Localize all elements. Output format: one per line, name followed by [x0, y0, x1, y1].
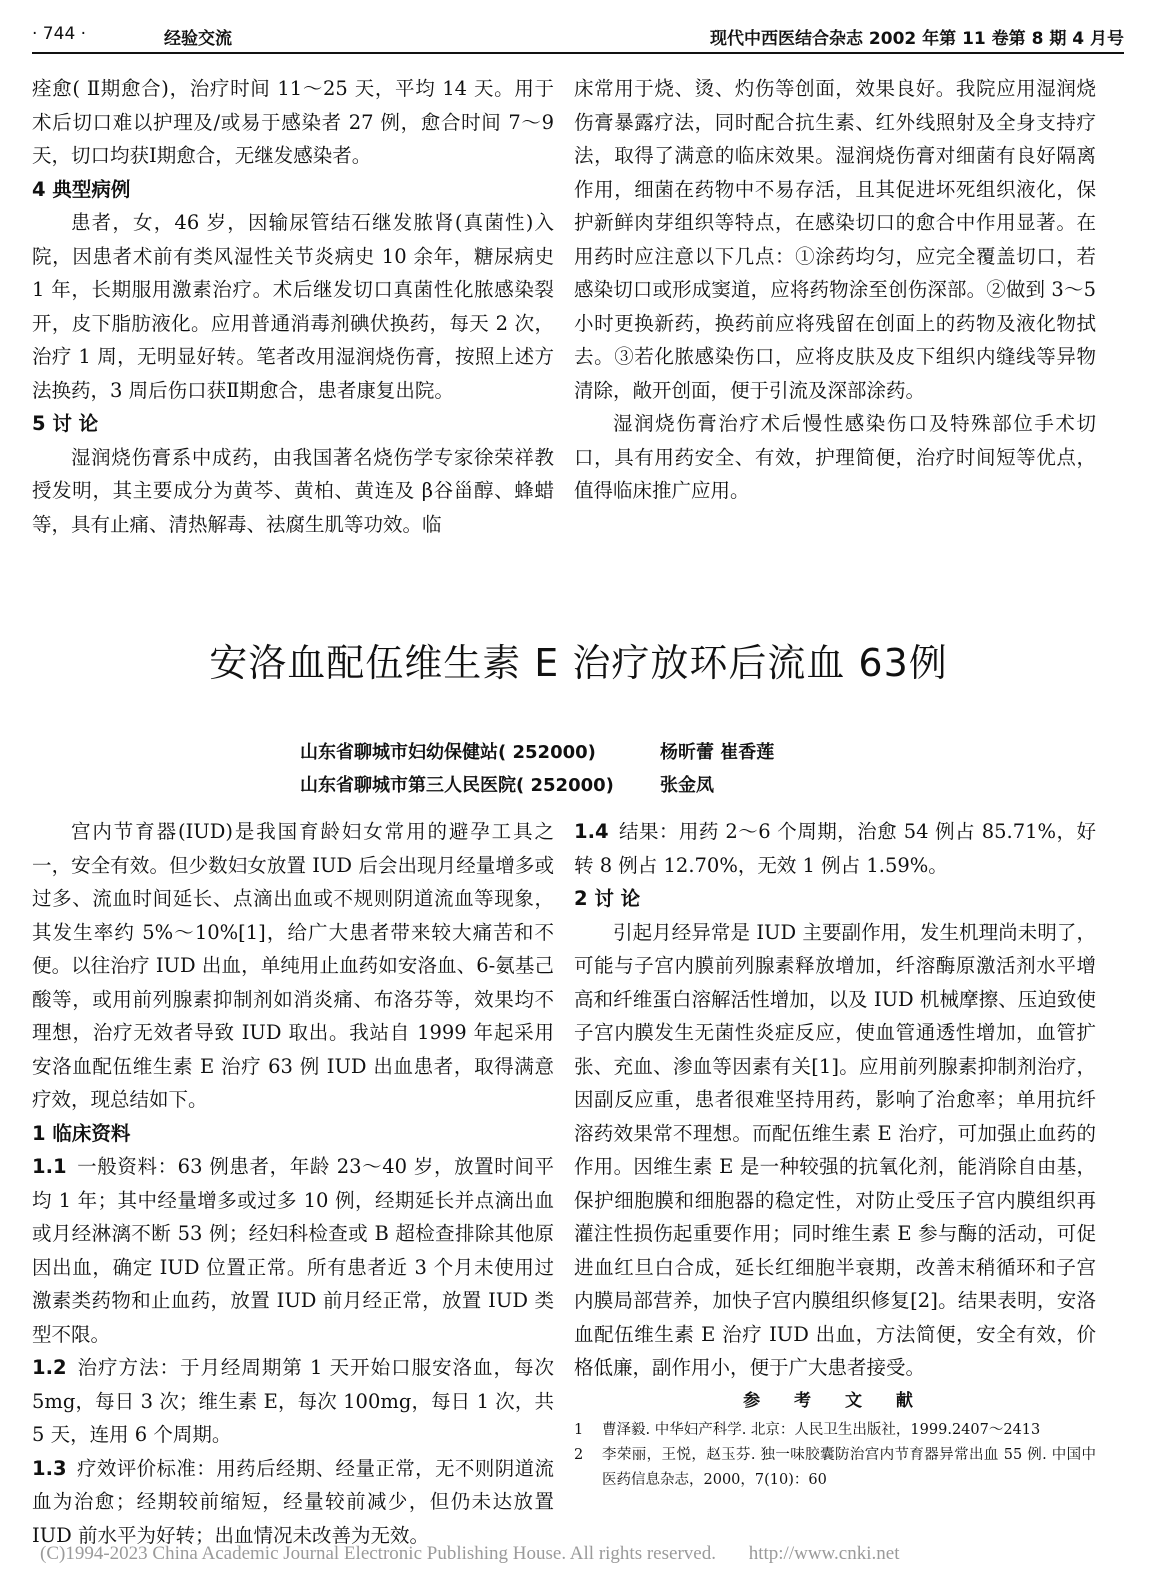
reference-text: 曹泽毅. 中华妇产科学. 北京：人民卫生出版社，1999.2407～2413: [602, 1422, 1041, 1438]
top-left-column: [32, 72, 554, 541]
section-heading: 5 讨 论: [32, 412, 99, 435]
section-heading: 4 典型病例: [32, 177, 131, 201]
reference-number: 2: [574, 1447, 584, 1463]
top-right-column: [574, 72, 1096, 508]
subsection-number: 1.1: [32, 1155, 67, 1178]
reference-number: 1: [574, 1422, 584, 1438]
subsection-number: 1.4: [574, 820, 609, 843]
section-name: 经验交流: [164, 29, 232, 49]
subsection-1-2: [32, 1351, 554, 1452]
subsection-1-3: [32, 1452, 554, 1553]
subsection-text: 治疗方法：于月经周期第 1 天开始口服安洛血，每次 5mg，每日 3 次；维生素 E，每次 100mg，每日 1 次，共 5 天，连用 6 个周期。: [32, 1356, 554, 1446]
subsection-text: 疗效评价标准：用药后经期、经量正常，无不则阴道流血为治愈；经期较前缩短，经量较前减少，但仍未达放置 IUD 前水平为好转；出血情况未改善为无效。: [32, 1456, 554, 1547]
subsection-1-4: [574, 815, 1096, 882]
page-header: [32, 22, 1124, 54]
authors-1: 杨昕蕾 崔香莲: [660, 742, 775, 763]
paragraph: 床常用于烧、烫、灼伤等创面，效果良好。我院应用湿润烧伤膏暴露疗法，同时配合抗生素、红外线照射及全身支持疗法，取得了满意的临床效果。湿润烧伤膏对细菌有良好隔离作用，细菌在药物中不易存活，且其促进坏死组织液化，保护新鲜肉芽组织等特点，在感染切口的愈合中作用显著。在用药时应注意以下几点：①涂药均匀，应完全覆盖切口，若感染切口或形成窦道，应将药物涂至创伤深部。②做到 3～5 小时更换新药，换药前应将残留在创面上的药物及液化物拭去。③若化脓感染伤口，应将皮肤及皮下组织内缝线等异物清除，敞开创面，便于引流及深部涂药。: [574, 77, 1096, 402]
copyright-footer: [40, 1543, 899, 1565]
copyright-text: (C)1994-2023 China Academic Journal Electronic Publishing House. All rights reserved.: [40, 1543, 716, 1564]
bottom-right-column: [574, 815, 1096, 1493]
section-heading: 2 讨 论: [574, 887, 641, 910]
paragraph: 引起月经异常是 IUD 主要副作用，发生机理尚未明了，可能与子宫内膜前列腺素释放增加，纤溶酶原激活剂水平增高和纤维蛋白溶解活性增加，以及 IUD 机械摩擦、压迫致使子宫内膜发生无菌性炎症反应，使血管通透性增加，血管扩张、充血、渗血等因素有关[1]。应用前列腺素抑制剂治疗，因副反应重，患者很难坚持用药，影响了治愈率；单用抗纤溶药效果常不理想。而配伍维生素 E 治疗，可加强止血药的作用。因维生素 E 是一种较强的抗氧化剂，能消除自由基，保护细胞膜和细胞器的稳定性，对防止受压子宫内膜组织再灌注性损伤起重要作用；同时维生素 E 参与酶的活动，可促进血红旦白合成，延长红细胞半衰期，改善末稍循环和子宫内膜局部营养，加快子宫内膜组织修复[2]。结果表明，安洛血配伍维生素 E 治疗 IUD 出血，方法简便，安全有效，价格低廉，副作用小，便于广大患者接受。: [574, 920, 1096, 1379]
subsection-1-1: [32, 1150, 554, 1351]
bottom-left-column: [32, 815, 554, 1552]
article-title: 安洛血配伍维生素 E 治疗放环后流血 63例: [209, 641, 948, 685]
references-heading: 参 考 文 献: [743, 1390, 927, 1411]
subsection-number: 1.2: [32, 1356, 67, 1379]
paragraph: 痊愈( Ⅱ期愈合)，治疗时间 11～25 天，平均 14 天。用于术后切口难以护理及/或易于感染者 27 例，愈合时间 7～9 天，切口均获Ⅰ期愈合，无继发感染者。: [32, 77, 554, 167]
authors-2: 张金凤: [660, 775, 714, 796]
journal-citation: 现代中西医结合杂志 2002 年第 11 卷第 8 期 4 月号: [710, 29, 1124, 49]
subsection-text: 结果：用药 2～6 个周期，治愈 54 例占 85.71%，好转 8 例占 12.70%，无效 1 例占 1.59%。: [574, 820, 1096, 877]
subsection-number: 1.3: [32, 1456, 67, 1480]
subsection-text: 一般资料：63 例患者，年龄 23～40 岁，放置时间平均 1 年；其中经量增多或过多 10 例，经期延长并点滴出血或月经淋漓不断 53 例；经妇科检查或 B 超检查排除其他原因出血，确定 IUD 位置正常。所有患者近 3 个月未使用过激素类药物和止血药，放置 IUD 前月经正常，放置 IUD 类型不限。: [32, 1155, 554, 1346]
affiliation-1: 山东省聊城市妇幼保健站( 252000): [300, 742, 596, 763]
paragraph: 湿润烧伤膏系中成药，由我国著名烧伤学专家徐荣祥教授发明，其主要成分为黄芩、黄柏、黄连及 β谷甾醇、蜂蜡等，具有止痛、清热解毒、祛腐生肌等功效。临: [32, 445, 554, 536]
paragraph: 湿润烧伤膏治疗术后慢性感染伤口及特殊部位手术切口，具有用药安全、有效，护理简便，治疗时间短等优点，值得临床推广应用。: [574, 412, 1096, 502]
section-heading: 1 临床资料: [32, 1121, 131, 1145]
paragraph: 宫内节育器(IUD)是我国育龄妇女常用的避孕工具之一，安全有效。但少数妇女放置 IUD 后会出现月经量增多或过多、流血时间延长、点滴出血或不规则阴道流血等现象，其发生率约 5%～10%[1]，给广大患者带来较大痛苦和不便。以往治疗 IUD 出血，单纯用止血药如安洛血、6-氨基己酸等，或用前列腺素抑制剂如消炎痛、布洛芬等，效果均不理想，治疗无效者导致 IUD 取出。我站自 1999 年起采用安洛血配伍维生素 E 治疗 63 例 IUD 出血患者，取得满意疗效，现总结如下。: [32, 820, 554, 1111]
affiliation-2: 山东省聊城市第三人民医院( 252000): [300, 775, 614, 796]
reference-item: [574, 1443, 1096, 1493]
reference-item: [574, 1418, 1096, 1443]
reference-text: 李荣丽，王悦，赵玉芬. 独一味胶囊防治宫内节育器异常出血 55 例. 中国中医药信息杂志，2000，7(10)：60: [602, 1447, 1096, 1488]
footer-link[interactable]: http://www.cnki.net: [748, 1543, 900, 1564]
paragraph: 患者，女，46 岁，因输尿管结石继发脓肾(真菌性)入院，因患者术前有类风湿性关节炎病史 10 余年，糖尿病史 1 年，长期服用激素治疗。术后继发切口真菌性化脓感染裂开，皮下脂肪液化。应用普通消毒剂碘伏换药，每天 2 次，治疗 1 周，无明显好转。笔者改用湿润烧伤膏，按照上述方法换药，3 周后伤口获Ⅱ期愈合，患者康复出院。: [32, 211, 554, 402]
page-number: · 744 ·: [32, 24, 87, 44]
